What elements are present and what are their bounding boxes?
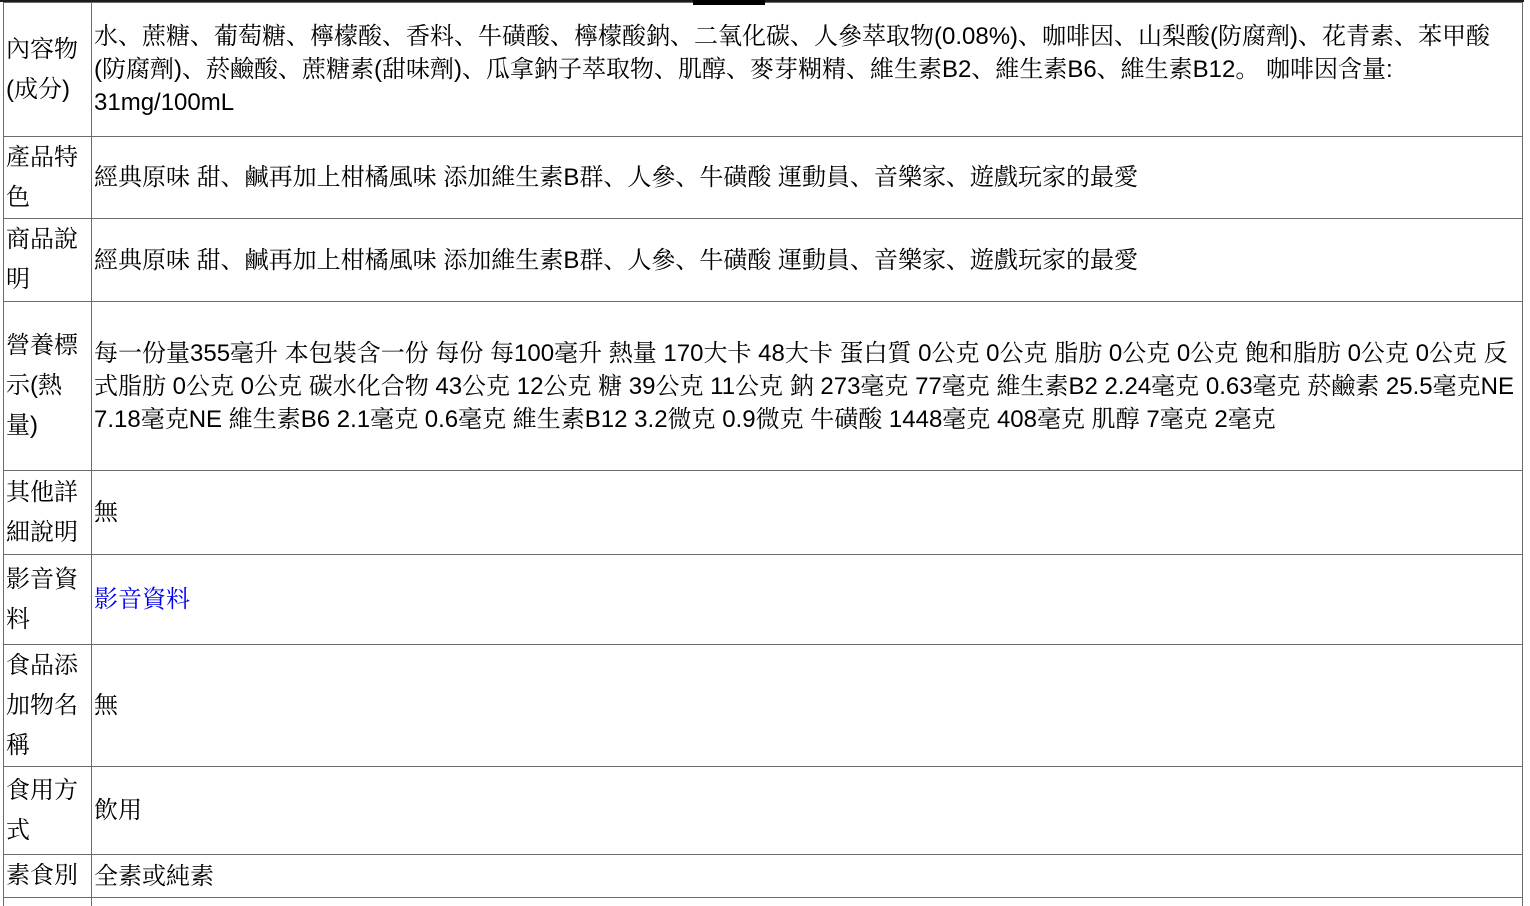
video-info-link[interactable]: 影音資料	[94, 586, 190, 613]
table-row	[4, 555, 1523, 645]
spec-row-value-cell	[92, 767, 1523, 855]
spec-row-value: 經典原味 甜、鹹再加上柑橘風味 添加維生素B群、人參、牛磺酸 運動員、音樂家、遊戲玩家的最愛	[94, 164, 1139, 191]
table-row	[4, 855, 1523, 898]
spec-row-value-cell	[92, 555, 1523, 645]
table-row	[4, 219, 1523, 302]
spec-row-label: 營養標示(熱量)	[4, 302, 92, 471]
spec-row-label: 素食別	[4, 855, 92, 898]
spec-row-value-cell	[92, 855, 1523, 898]
spec-row-value-cell	[92, 137, 1523, 219]
spec-row-value: 無	[94, 499, 118, 526]
spec-row-value: 水、蔗糖、葡萄糖、檸檬酸、香料、牛磺酸、檸檬酸鈉、二氧化碳、人參萃取物(0.08%)、咖啡因、山梨酸(防腐劑)、花青素、苯甲酸(防腐劑)、菸鹼酸、蔗糖素(甜味劑)、瓜拿鈉子萃取物、肌醇、麥芽糊精、維生素B2、維生素B6、維生素B12。 咖啡因含量: 31mg/100mL	[94, 23, 1491, 116]
spec-row-value: 無	[94, 692, 118, 719]
spec-row-label: 其他詳細說明	[4, 471, 92, 555]
table-row	[4, 3, 1523, 137]
spec-row-value-cell	[92, 302, 1523, 471]
spec-row-value: 全素或純素	[94, 862, 214, 890]
spec-row-label: 食用方式	[4, 767, 92, 855]
spec-row-label	[4, 898, 92, 906]
clipped-row-artifact	[693, 0, 765, 5]
product-spec-table	[3, 2, 1523, 906]
spec-row-value-cell	[92, 219, 1523, 302]
spec-row-value: 飲用	[94, 797, 142, 824]
table-row	[4, 645, 1523, 767]
spec-row-value-cell	[92, 898, 1523, 906]
spec-row-label: 影音資料	[4, 555, 92, 645]
spec-row-label: 產品特色	[4, 137, 92, 219]
spec-row-value-cell	[92, 645, 1523, 767]
table-row	[4, 898, 1523, 906]
spec-row-value-cell	[92, 3, 1523, 137]
spec-row-value: 經典原味 甜、鹹再加上柑橘風味 添加維生素B群、人參、牛磺酸 運動員、音樂家、遊戲玩家的最愛	[94, 246, 1139, 274]
table-row	[4, 471, 1523, 555]
spec-row-value-cell	[92, 471, 1523, 555]
spec-row-value: 每一份量355毫升 本包裝含一份 每份 每100毫升 熱量 170大卡 48大卡 蛋白質 0公克 0公克 脂肪 0公克 0公克 飽和脂肪 0公克 0公克 反式脂肪 0公克 0公克 碳水化合物 43公克 12公克 糖 39公克 11公克 鈉 273毫克 77毫克 維生素B2 2.24毫克 0.63毫克 菸鹼素 25.5毫克NE 7.18毫克NE 維生素B6 2.1毫克 0.6毫克 維生素B12 3.2微克 0.9微克 牛磺酸 1448毫克 408毫克 肌醇 7毫克 2毫克	[94, 339, 1514, 433]
table-row	[4, 137, 1523, 219]
spec-row-label: 商品說明	[4, 219, 92, 302]
spec-row-label: 內容物(成分)	[4, 3, 92, 137]
spec-row-label: 食品添加物名稱	[4, 645, 92, 767]
table-row	[4, 767, 1523, 855]
table-row	[4, 302, 1523, 471]
